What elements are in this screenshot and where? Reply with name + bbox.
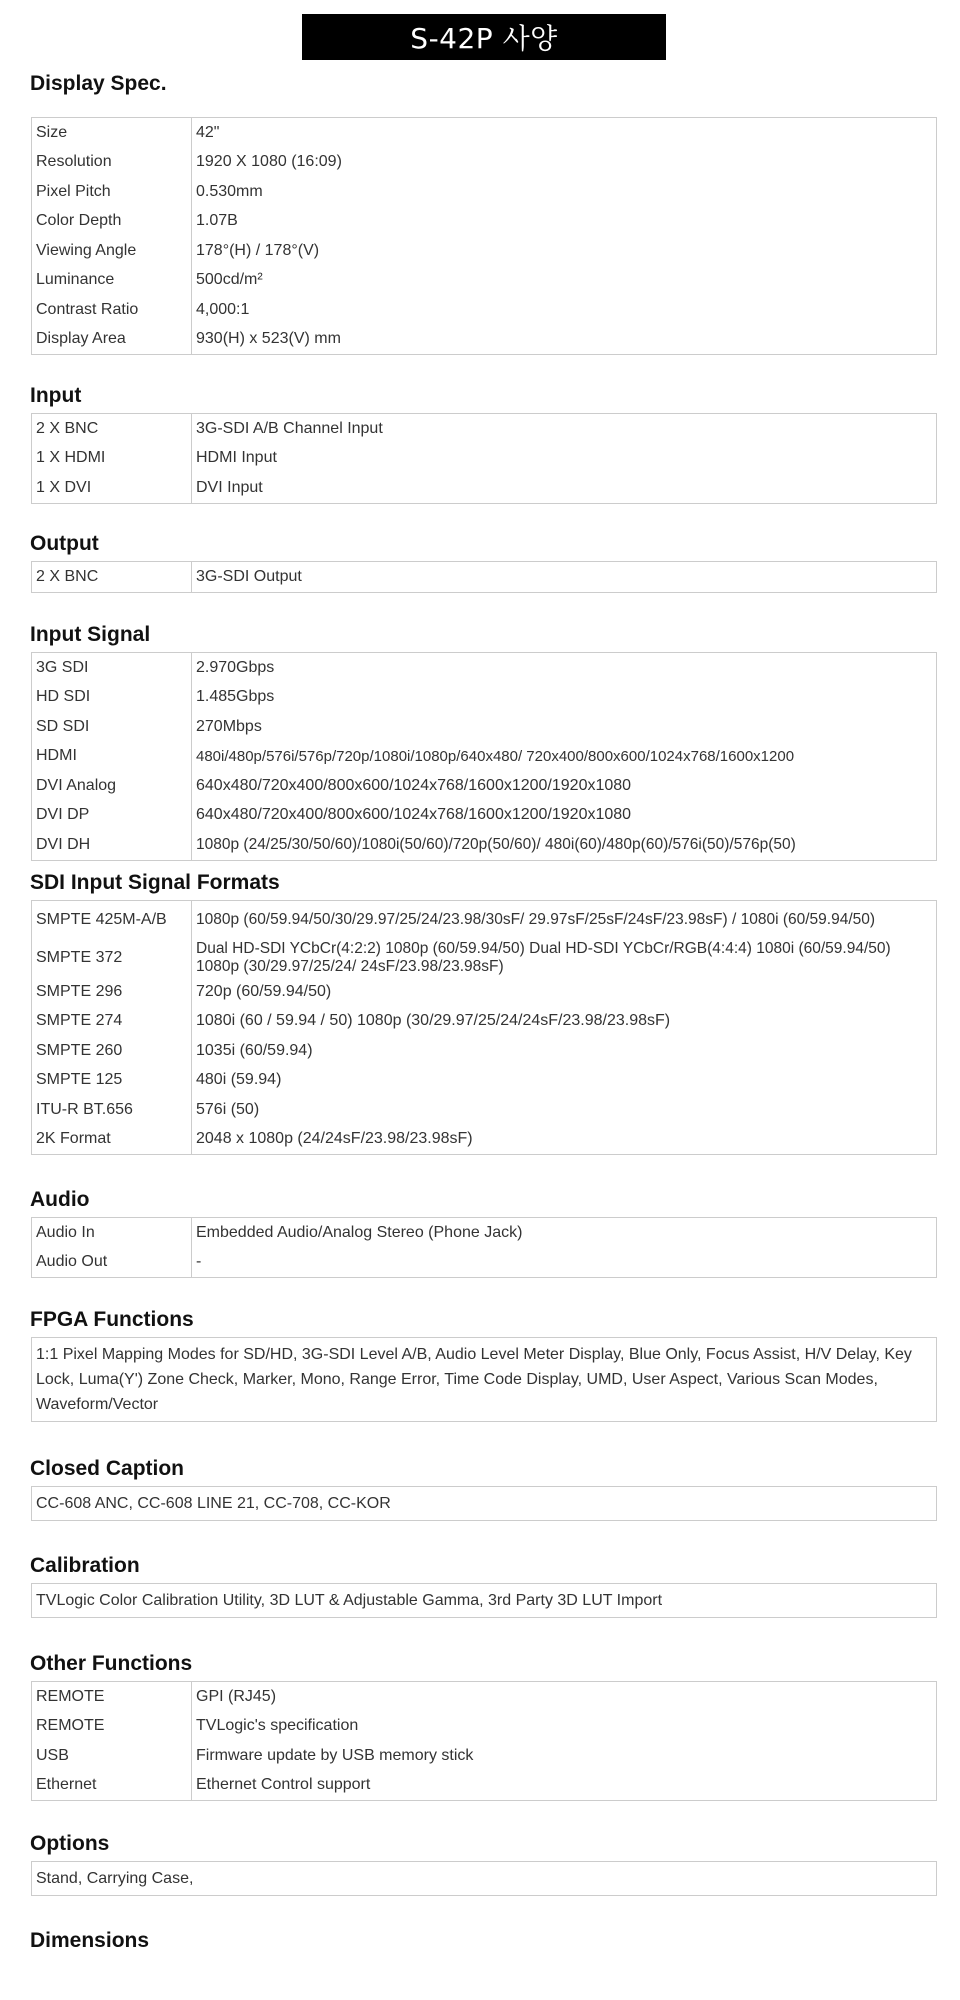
spec-value: Embedded Audio/Analog Stereo (Phone Jack) bbox=[196, 1223, 523, 1241]
table-row bbox=[32, 1682, 936, 1712]
spec-value: 1.07B bbox=[196, 212, 238, 230]
table-row bbox=[32, 1771, 936, 1801]
section-heading-other-functions: Other Functions bbox=[30, 1652, 193, 1675]
table-row bbox=[32, 1007, 936, 1037]
spec-key: ITU-R BT.656 bbox=[32, 1095, 192, 1125]
spec-key: 1 X HDMI bbox=[32, 444, 192, 474]
spec-key: Audio In bbox=[32, 1218, 192, 1248]
spec-key: SMPTE 425M-A/B bbox=[32, 901, 192, 939]
page-title: S-42P 사양 bbox=[302, 14, 666, 60]
spec-value: DVI Input bbox=[196, 478, 263, 496]
section-heading-calibration: Calibration bbox=[30, 1554, 140, 1577]
section-heading-display-spec: Display Spec. bbox=[30, 72, 167, 95]
table-row bbox=[32, 414, 936, 444]
table-row bbox=[32, 325, 936, 355]
spec-key: HDMI bbox=[32, 742, 192, 772]
spec-key: Size bbox=[32, 118, 192, 148]
table-row bbox=[32, 1712, 936, 1742]
display-spec-table bbox=[31, 117, 937, 355]
spec-key: Contrast Ratio bbox=[32, 295, 192, 325]
spec-value: 1080i (60 / 59.94 / 50) 1080p (30/29.97/25/24/24sF/23.98/23.98sF) bbox=[196, 1012, 671, 1030]
spec-value: 1080p (60/59.94/50/30/29.97/25/24/23.98/30sF/ 29.97sF/25sF/24sF/23.98sF) / 1080i (60/59.94/50) bbox=[196, 911, 876, 928]
spec-key: SD SDI bbox=[32, 712, 192, 742]
input-signal-table bbox=[31, 652, 937, 861]
spec-value: 2048 x 1080p (24/24sF/23.98/23.98sF) bbox=[196, 1130, 473, 1148]
spec-key: 2K Format bbox=[32, 1125, 192, 1155]
spec-value: 640x480/720x400/800x600/1024x768/1600x1200/1920x1080 bbox=[196, 806, 632, 824]
spec-key: Pixel Pitch bbox=[32, 177, 192, 207]
table-row bbox=[32, 801, 936, 831]
spec-key: SMPTE 274 bbox=[32, 1007, 192, 1037]
spec-key: REMOTE bbox=[32, 1712, 192, 1742]
other-functions-table bbox=[31, 1681, 937, 1801]
table-row bbox=[32, 118, 936, 148]
table-row bbox=[32, 901, 936, 939]
spec-value: 2.970Gbps bbox=[196, 658, 275, 676]
spec-key: Luminance bbox=[32, 266, 192, 296]
table-row bbox=[32, 1741, 936, 1771]
spec-value: 930(H) x 523(V) mm bbox=[196, 330, 341, 348]
section-heading-output: Output bbox=[30, 532, 99, 555]
table-row bbox=[32, 771, 936, 801]
table-row bbox=[32, 444, 936, 474]
table-row bbox=[32, 148, 936, 178]
table-row bbox=[32, 1036, 936, 1066]
audio-table bbox=[31, 1217, 937, 1278]
spec-key: Resolution bbox=[32, 148, 192, 178]
spec-value: 640x480/720x400/800x600/1024x768/1600x1200/1920x1080 bbox=[196, 776, 632, 794]
table-row bbox=[32, 207, 936, 237]
spec-value: 1.485Gbps bbox=[196, 688, 275, 706]
input-table bbox=[31, 413, 937, 504]
spec-value: 3G-SDI Output bbox=[196, 567, 302, 585]
fpga-functions-text: 1:1 Pixel Mapping Modes for SD/HD, 3G-SDI Level A/B, Audio Level Meter Display, Blue Only, Focus Assist, H/V Delay, Key Lock, Luma(Y') Zone Check, Marker, Mono, Range Error, Time Code Display, UMD, User Aspect, Various Scan Modes, Waveform/Vector bbox=[31, 1337, 937, 1422]
table-row bbox=[32, 473, 936, 503]
options-text: Stand, Carrying Case, bbox=[31, 1861, 937, 1896]
spec-value: 576i (50) bbox=[196, 1100, 260, 1118]
calibration-text: TVLogic Color Calibration Utility, 3D LUT & Adjustable Gamma, 3rd Party 3D LUT Import bbox=[31, 1583, 937, 1618]
spec-key: SMPTE 372 bbox=[32, 939, 192, 977]
spec-key: 3G SDI bbox=[32, 653, 192, 683]
spec-value: GPI (RJ45) bbox=[196, 1687, 277, 1705]
spec-key: Color Depth bbox=[32, 207, 192, 237]
section-heading-input: Input bbox=[30, 384, 82, 407]
section-heading-dimensions: Dimensions bbox=[30, 1929, 150, 1952]
table-row bbox=[32, 1218, 936, 1248]
spec-value: 178°(H) / 178°(V) bbox=[196, 241, 320, 259]
spec-value: Dual HD-SDI YCbCr(4:2:2) 1080p (60/59.94/50) Dual HD-SDI YCbCr/RGB(4:4:4) 1080i (60/59.94/50) 1080p (30/29.97/25/24/ 24sF/23.98/23.98sF) bbox=[196, 940, 891, 975]
spec-key: DVI DH bbox=[32, 830, 192, 860]
spec-key: 2 X BNC bbox=[32, 414, 192, 444]
section-heading-closed-caption: Closed Caption bbox=[30, 1457, 185, 1480]
section-heading-input-signal: Input Signal bbox=[30, 623, 151, 646]
table-row bbox=[32, 977, 936, 1007]
closed-caption-text: CC-608 ANC, CC-608 LINE 21, CC-708, CC-KOR bbox=[31, 1486, 937, 1521]
table-row bbox=[32, 177, 936, 207]
spec-value: 720p (60/59.94/50) bbox=[196, 982, 332, 1000]
table-row bbox=[32, 653, 936, 683]
table-row bbox=[32, 266, 936, 296]
spec-value: 1080p (24/25/30/50/60)/1080i(50/60)/720p(50/60)/ 480i(60)/480p(60)/576i(50)/576p(50) bbox=[196, 835, 796, 853]
spec-key: Display Area bbox=[32, 325, 192, 355]
spec-key: USB bbox=[32, 1741, 192, 1771]
section-heading-sdi-formats: SDI Input Signal Formats bbox=[30, 871, 280, 894]
table-row bbox=[32, 939, 936, 977]
table-row bbox=[32, 712, 936, 742]
spec-value: 1035i (60/59.94) bbox=[196, 1041, 313, 1059]
table-row bbox=[32, 683, 936, 713]
spec-key: REMOTE bbox=[32, 1682, 192, 1712]
section-heading-fpga: FPGA Functions bbox=[30, 1308, 194, 1331]
spec-value: 270Mbps bbox=[196, 717, 262, 735]
table-row bbox=[32, 742, 936, 772]
spec-key: SMPTE 125 bbox=[32, 1066, 192, 1096]
table-row bbox=[32, 295, 936, 325]
table-row bbox=[32, 1095, 936, 1125]
table-row bbox=[32, 1125, 936, 1155]
spec-value: - bbox=[196, 1253, 202, 1271]
table-row bbox=[32, 562, 936, 592]
table-row bbox=[32, 1248, 936, 1278]
spec-value: 500cd/m² bbox=[196, 271, 263, 289]
spec-value: 4,000:1 bbox=[196, 300, 250, 318]
spec-key: DVI Analog bbox=[32, 771, 192, 801]
spec-key: HD SDI bbox=[32, 683, 192, 713]
spec-key: DVI DP bbox=[32, 801, 192, 831]
spec-value: HDMI Input bbox=[196, 449, 277, 467]
spec-key: Ethernet bbox=[32, 1771, 192, 1801]
spec-value: 42" bbox=[196, 123, 220, 141]
spec-value: 3G-SDI A/B Channel Input bbox=[196, 419, 383, 437]
section-heading-options: Options bbox=[30, 1832, 110, 1855]
section-heading-audio: Audio bbox=[30, 1188, 90, 1211]
sdi-formats-table bbox=[31, 900, 937, 1155]
spec-key: Audio Out bbox=[32, 1248, 192, 1278]
table-row bbox=[32, 236, 936, 266]
table-row bbox=[32, 830, 936, 860]
spec-key: SMPTE 296 bbox=[32, 977, 192, 1007]
spec-key: Viewing Angle bbox=[32, 236, 192, 266]
spec-value: 0.530mm bbox=[196, 182, 263, 200]
spec-key: 2 X BNC bbox=[32, 562, 192, 592]
spec-value: 1920 X 1080 (16:09) bbox=[196, 153, 342, 171]
spec-value: 480i (59.94) bbox=[196, 1071, 282, 1089]
spec-value: Firmware update by USB memory stick bbox=[196, 1746, 474, 1764]
spec-key: SMPTE 260 bbox=[32, 1036, 192, 1066]
output-table bbox=[31, 561, 937, 593]
spec-value: Ethernet Control support bbox=[196, 1776, 371, 1794]
table-row bbox=[32, 1066, 936, 1096]
spec-value: 480i/480p/576i/576p/720p/1080i/1080p/640x480/ 720x400/800x600/1024x768/1600x1200 bbox=[196, 747, 795, 765]
spec-key: 1 X DVI bbox=[32, 473, 192, 503]
spec-value: TVLogic's specification bbox=[196, 1717, 359, 1735]
